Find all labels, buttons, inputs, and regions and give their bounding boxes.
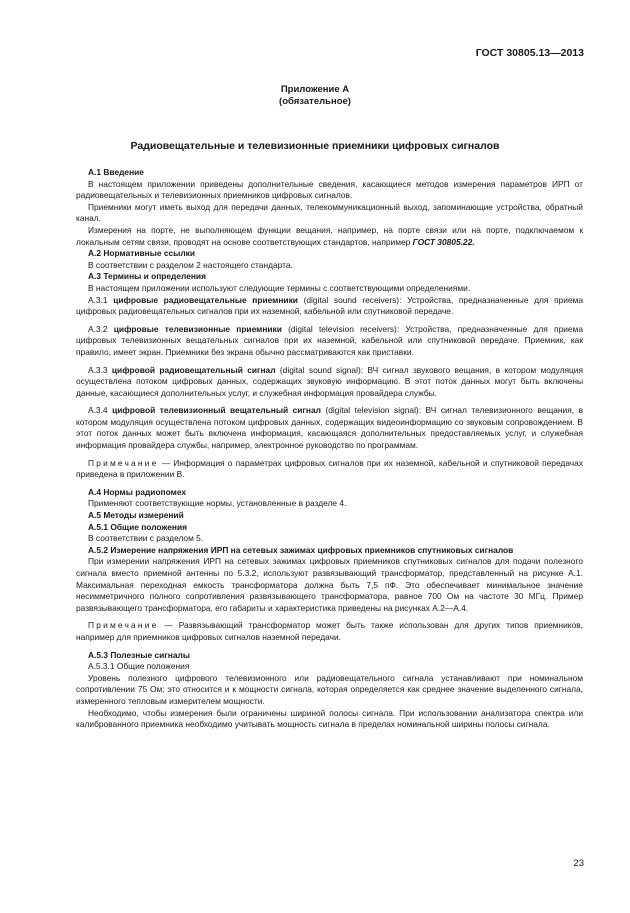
- term-digital-sound-signal: цифровой радиовещательный сигнал: [111, 364, 276, 375]
- section-a3-paragraph-1: В настоящем приложении используют следующие термины с соответствующими определениями.: [88, 282, 471, 293]
- section-a1-paragraph-3: Измерения на порте, не выполняющем функции вещания, например, на порте связи или на порте, подключаемом к локальным сетям связи, проводят на основе соответствующих стандартов, например ГОСТ 30805.22.: [76, 224, 583, 247]
- standard-header: ГОСТ 30805.13—2013: [475, 47, 584, 59]
- definition-a3-4: А.3.4 цифровой телевизионный вещательный сигнал (digital television signal): ВЧ сигнал телевизионного вещания, в котором модуляция осуществлена потоком цифровых данных, содержащих видеоинформацию со звуковым сопровождением. В этот поток данных может быть включена информация, касающаяся дополнительных предоставляемых услуг, и служебная информация провайдера службы, например, электронное руководство по программам.: [76, 405, 584, 451]
- term-digital-tv-receivers: цифровые телевизионные приемники: [113, 323, 282, 334]
- definition-a3-1: А.3.1 цифровые радиовещательные приемники (digital sound receivers): Устройства, предназначенные для приема цифровых радиовещательных сигналов при их наземной, кабельной или спутниковой передаче.: [76, 294, 584, 317]
- section-a5-3-heading: А.5.3 Полезные сигналы: [88, 649, 190, 660]
- section-a5-2-paragraph-1: При измерении напряжения ИРП на сетевых зажимах цифровых приемников спутниковых сигналов для подачи полезного сигнала вместо приемной антенны по 5.3.2, используют развязывающий трансформатор, представленный на рисунке А.1. Максимальная переходная емкость трансформатора должна быть 7,5 пФ. Это обеспечивает минимальное значение несимметричного полного сопротивления развязывающего трансформатора, равное 700 Ом на частоте 30 МГц. Пример развязывающего трансформатора, его габариты и характеристика приведены на рисунках А.2—А.4.: [76, 556, 583, 613]
- note-label: Примечание: [88, 620, 159, 631]
- definition-a3-3: А.3.3 цифровой радиовещательный сигнал (digital sound signal): ВЧ сигнал звукового вещания, в котором модуляция осуществлена потоком цифровых данных, содержащих звуковую информацию. В этот поток данных могут быть включены данные, касающиеся дополнительных услуг, и служебная информация провайдера службы.: [76, 364, 584, 398]
- definition-a3-2: А.3.2 цифровые телевизионные приемники (digital television receivers): Устройства, предназначенные для приема цифровых телевизионных вещательных сигналов при их наземной, кабельной или спутниковой передаче. Приемник, как правило, имеет экран. Приемники без экрана обычно рассматриваются как приставки.: [76, 323, 583, 357]
- appendix-heading: [0, 84, 630, 108]
- section-a4-heading: А.4 Нормы радиопомех: [88, 486, 187, 497]
- appendix-title: Приложение А: [280, 84, 350, 95]
- note-2: Примечание — Развязывающий трансформатор может быть также использован для других типов приемников, например для приемников цифровых сигналов наземной передачи.: [76, 620, 583, 642]
- section-a2-paragraph-1: В соответствии с разделом 2 настоящего стандарта.: [88, 259, 293, 270]
- appendix-status: (обязательное): [279, 96, 351, 107]
- section-a3-heading: А.3 Термины и определения: [88, 271, 206, 282]
- note-label: Примечание: [88, 457, 159, 468]
- section-a1-paragraph-1: В настоящем приложении приведены дополнительные сведения, касающиеся методов измерения параметров ИРП от радиовещательных и телевизионных приемников цифровых сигналов.: [76, 178, 583, 201]
- section-a4-paragraph-1: Применяют соответствующие нормы, установленные в разделе 4.: [88, 498, 347, 509]
- document-body: [76, 167, 583, 731]
- section-a5-1-heading: А.5.1 Общие положения: [88, 521, 187, 532]
- document-title: Радиовещательные и телевизионные приемники цифровых сигналов: [130, 140, 500, 152]
- note-1: Примечание — Информация о параметрах цифровых сигналов при их наземной, кабельной и спутниковой передачах приведена в приложении В.: [76, 457, 584, 480]
- section-a5-3-1-heading: А.5.3.1 Общие положения: [88, 661, 190, 672]
- section-a5-heading: А.5 Методы измерений: [88, 510, 184, 521]
- page-number: 23: [573, 858, 584, 869]
- section-a2-heading: А.2 Нормативные ссылки: [88, 248, 195, 259]
- term-digital-sound-receivers: цифровые радиовещательные приемники: [113, 294, 298, 305]
- section-a5-3-1-paragraph-1: Уровень полезного цифрового телевизионного или радиовещательного сигнала устанавливают при номинальном сопротивлении 75 Ом; это относится и к мощности сигнала, которая определяется как среднее значение выделенного сигнала, измеренного тепловым измерителем мощности.: [76, 672, 583, 706]
- term-digital-tv-signal: цифровой телевизионный вещательный сигнал: [112, 405, 321, 416]
- section-a5-1-paragraph-1: В соответствии с разделом 5.: [88, 533, 204, 544]
- section-a1-paragraph-2: Приемники могут иметь выход для передачи данных, телекоммуникационный выход, запоминающие устройства, обратный канал.: [76, 201, 583, 224]
- section-a5-2-heading: А.5.2 Измерение напряжения ИРП на сетевых зажимах цифровых приемников спутниковых сигналов: [88, 544, 514, 555]
- section-a5-3-1-paragraph-2: Необходимо, чтобы измерения были ограничены шириной полосы сигнала. При использовании анализатора спектра или калиброванного приемника необходимо учитывать мощность сигнала в пределах номинальной ширины полосы сигнала.: [76, 707, 583, 730]
- section-a1-heading: А.1 Введение: [88, 167, 144, 177]
- reference-gost-30805-22: ГОСТ 30805.22.: [412, 236, 475, 247]
